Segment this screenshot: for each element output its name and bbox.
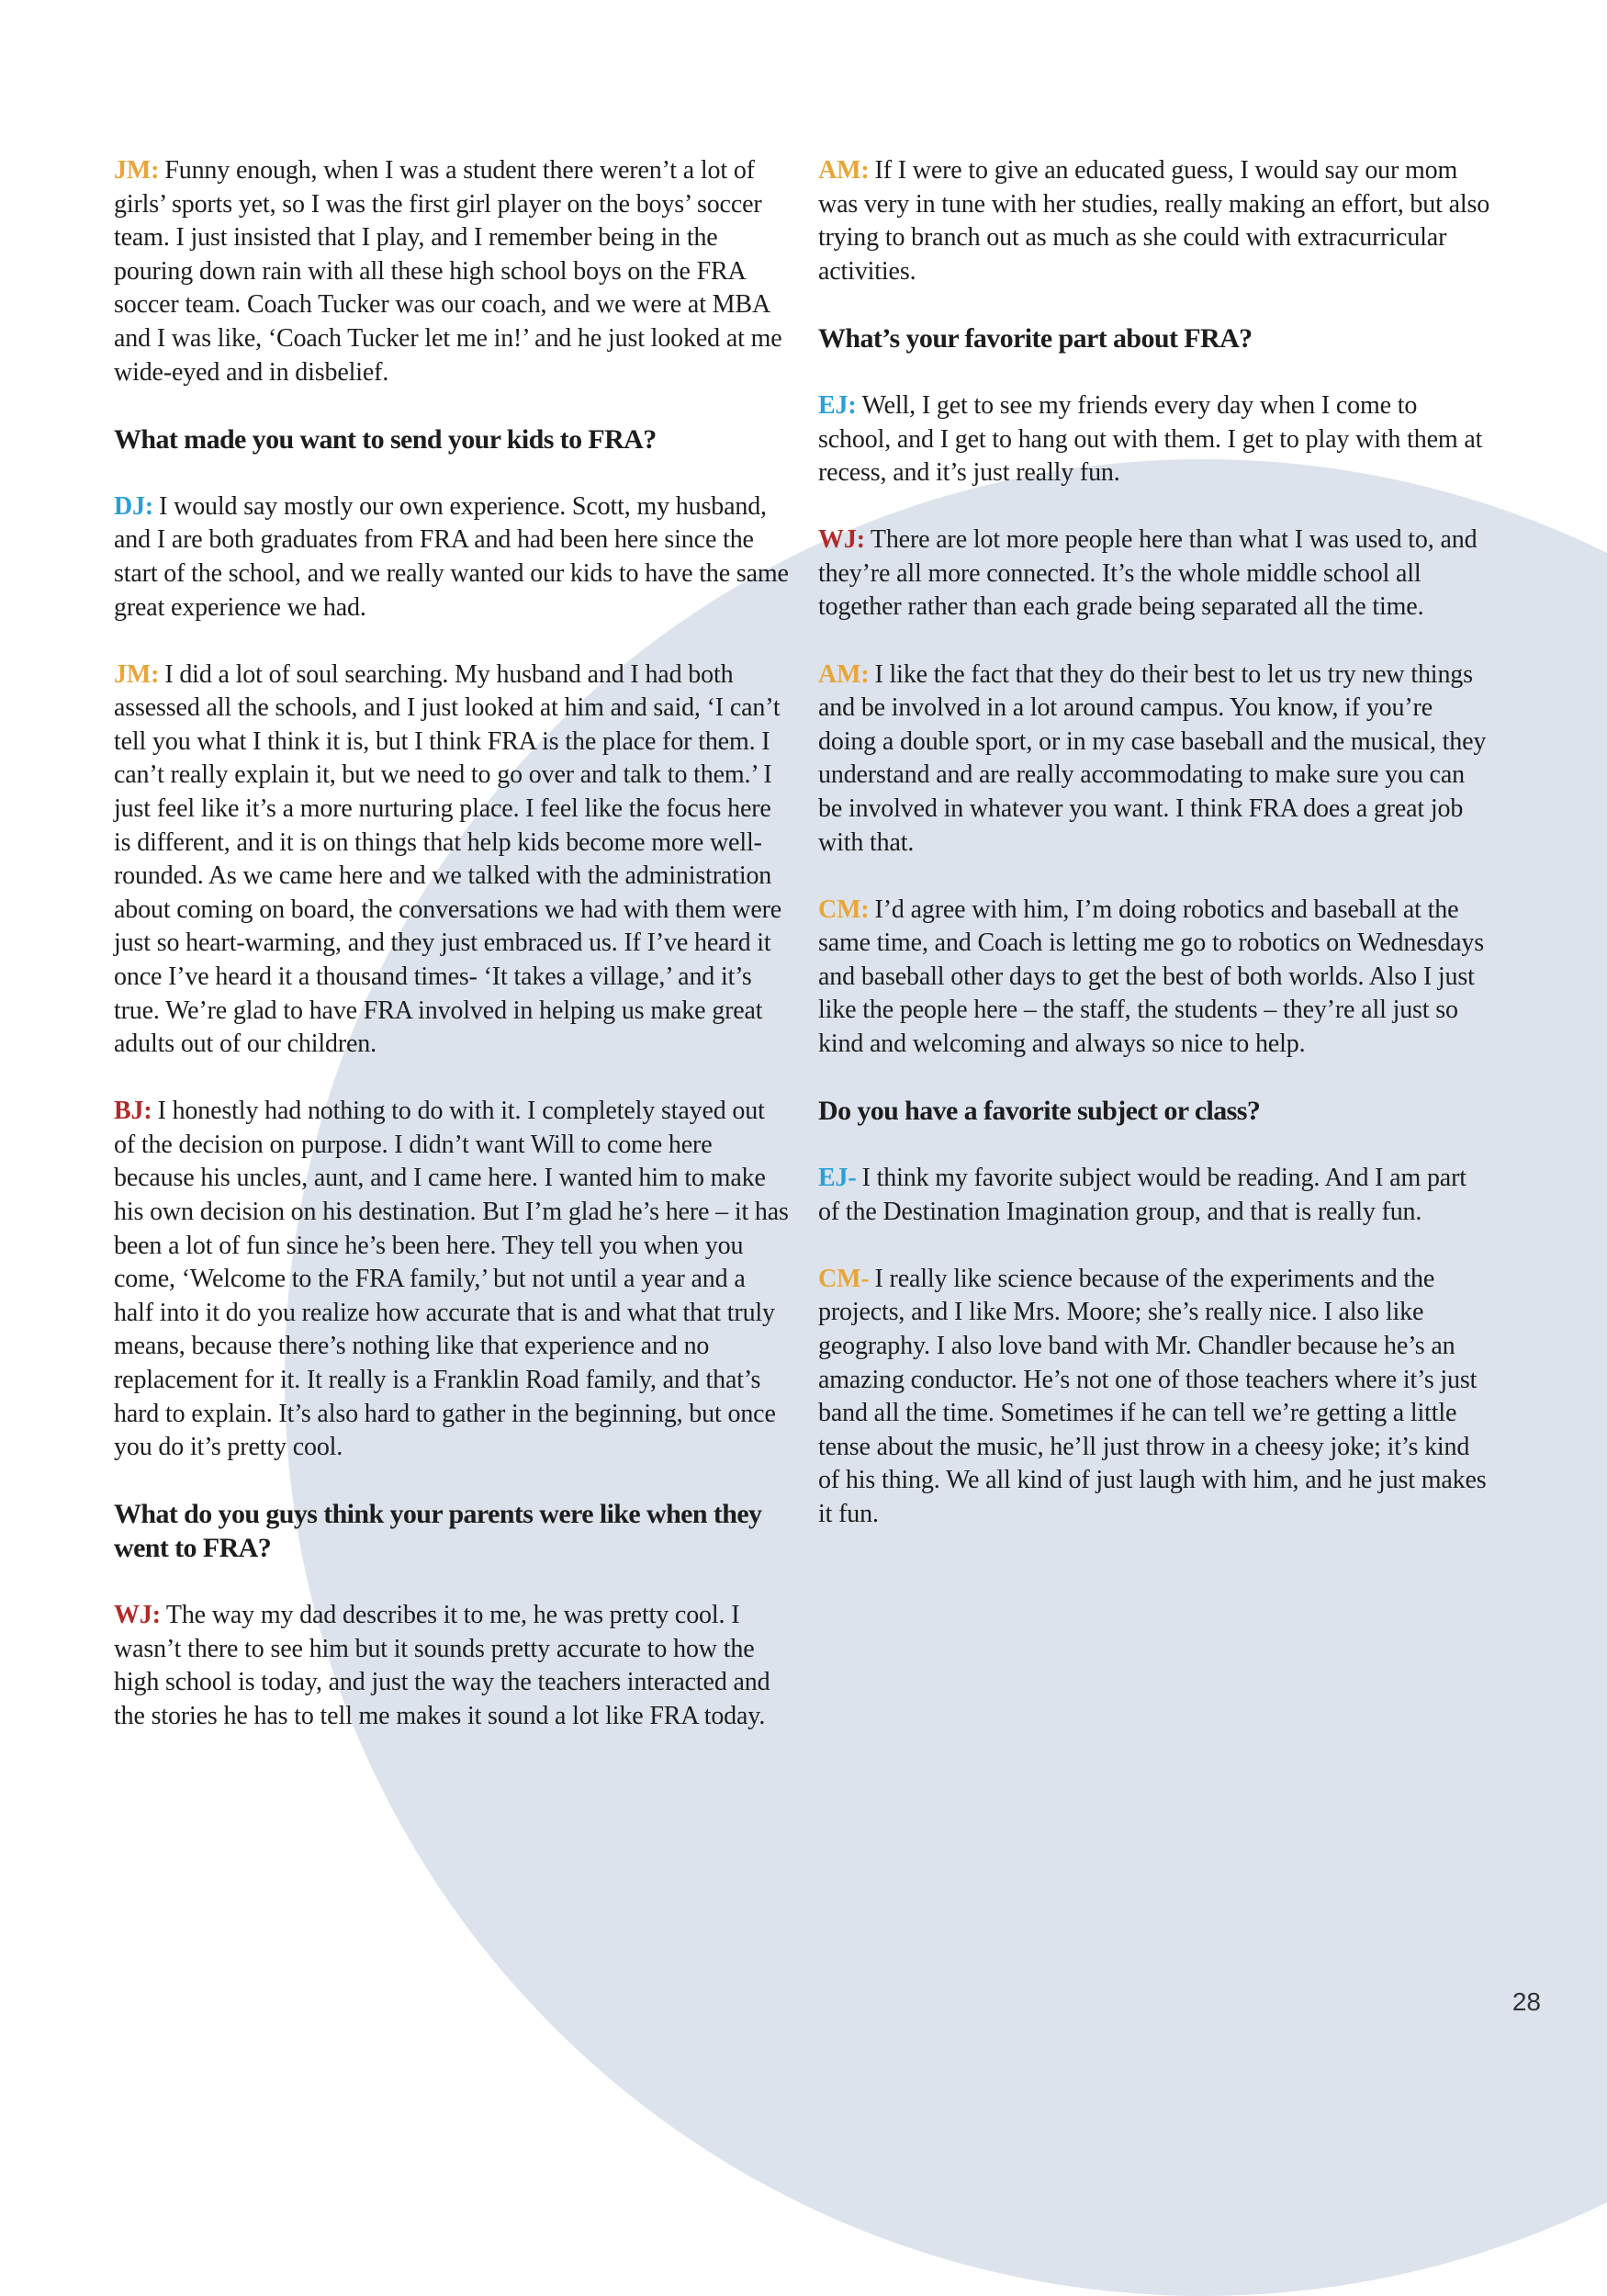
speaker-initials: AM: (818, 156, 870, 185)
answer-paragraph (818, 389, 1493, 490)
answer-paragraph (818, 894, 1493, 1062)
page-number: 28 (1511, 1987, 1541, 2016)
answer-paragraph (114, 658, 789, 1062)
speaker-initials: CM- (818, 1264, 870, 1293)
speaker-initials: JM: (114, 156, 160, 185)
question-heading: What do you guys think your parents were like when they went to FRA? (114, 1499, 762, 1563)
speaker-initials: WJ: (818, 525, 865, 555)
question-heading: What made you want to send your kids to FRA? (114, 423, 657, 455)
answer-text: Funny enough, when I was a student there weren’t a lot of girls’ sports yet, so I was the first girl player on the boys’ soccer team. I just insisted that I play, and I remember being in the pouring down rain with all these high school boys on the FRA soccer team. Coach Tucker was our coach, and we were at MBA and I was like, ‘Coach Tucker let me in!’ and he just looked at me wide-eyed and in disbelief. (114, 156, 782, 387)
speaker-initials: AM: (818, 659, 870, 689)
answer-text: Well, I get to see my friends every day when I come to school, and I get to hang out with them. I get to play with them at recess, and it’s just really fun. (818, 390, 1483, 488)
question-heading: Do you have a favorite subject or class? (818, 1096, 1261, 1127)
answer-text: I really like science because of the experiments and the projects, and I like Mrs. Moore; she’s really nice. I also like geography. I also love band with Mr. Chandler because he’s an amazing conductor. He’s not one of those teachers where it’s just band all the time. Sometimes if he can tell we’re getting a little tense about the music, he’ll just throw in a cheesy joke; it’s kind of his thing. We all kind of just laugh with him, and he just makes it fun. (818, 1264, 1487, 1528)
answer-text: There are lot more people here than what I was used to, and they’re all more connected. It’s the whole middle school all together rather than each grade being separated all the time. (818, 525, 1478, 622)
left-column (114, 154, 789, 1767)
answer-text: The way my dad describes it to me, he was pretty cool. I wasn’t there to see him but it sounds pretty accurate to how the high school is today, and just the way the teachers interacted and the stories he has to tell me makes it sound a lot like FRA today. (114, 1600, 770, 1730)
answer-text: I would say mostly our own experience. Scott, my husband, and I are both graduates from FRA and had been here since the start of the school, and we really wanted our kids to have the same great experience we had. (114, 491, 789, 622)
answer-text: I’d agree with him, I’m doing robotics and baseball at the same time, and Coach is letting me go to robotics on Wednesdays and baseball other days to get the best of both worlds. Also I just like the people here – the staff, the students – they’re all just so kind and welcoming and always so nice to help. (818, 895, 1484, 1058)
answer-text: I honestly had nothing to do with it. I completely stayed out of the decision on purpose. I didn’t want Will to come here because his uncles, aunt, and I came here. I wanted him to make his own decision on his destination. But I’m glad he’s here – it has been a lot of fun since he’s been here. They tell you when you come, ‘Welcome to the FRA family,’ but not until a year and a half into it do you realize how accurate that is and what that truly means, because there’s nothing like that experience and no replacement for it. It really is a Franklin Road family, and that’s hard to explain. It’s also hard to gather in the beginning, but once you do it’s pretty cool. (114, 1097, 789, 1462)
answer-paragraph (114, 490, 789, 625)
answer-paragraph (818, 154, 1493, 288)
answer-paragraph (114, 1599, 789, 1733)
speaker-initials: BJ: (114, 1097, 152, 1126)
answer-paragraph (114, 154, 789, 389)
speaker-initials: EJ- (818, 1164, 857, 1193)
answer-paragraph (818, 523, 1493, 625)
speaker-initials: EJ: (818, 390, 857, 420)
speaker-initials: JM: (114, 659, 160, 689)
question-heading: What’s your favorite part about FRA? (818, 322, 1253, 354)
speaker-initials: WJ: (114, 1600, 161, 1629)
answer-text: I did a lot of soul searching. My husband and I had both assessed all the schools, and I just looked at him and said, ‘I can’t tell you what I think it is, but I think FRA is the place for them. I can’t really explain it, but we need to go over and talk to them.’ I just feel like it’s a more nurturing place. I feel like the focus here is different, and it is on things that help kids become more well-rounded. As we came here and we talked with the administration about coming on board, the conversations we had with them were just so heart-warming, and they just embraced us. If I’ve heard it once I’ve heard it a thousand times- ‘It takes a village,’ and it’s true. We’re glad to have FRA involved in helping us make great adults out of our children. (114, 659, 782, 1059)
answer-paragraph (818, 658, 1493, 861)
answer-paragraph (818, 1162, 1493, 1229)
answer-paragraph (818, 1263, 1493, 1532)
answer-text: If I were to give an educated guess, I would say our mom was very in tune with her studies, really making an effort, but also trying to branch out as much as she could with extracurricular activities. (818, 156, 1490, 286)
answer-paragraph (114, 1095, 789, 1465)
answer-text: I think my favorite subject would be reading. And I am part of the Destination Imagination group, and that is really fun. (818, 1164, 1467, 1226)
speaker-initials: CM: (818, 895, 870, 924)
speaker-initials: DJ: (114, 491, 154, 521)
answer-text: I like the fact that they do their best to let us try new things and be involved in a lot around campus. You know, if you’re doing a double sport, or in my case baseball and the musical, they understand and are really accommodating to make sure you can be involved in whatever you want. I think FRA does a great job with that. (818, 659, 1487, 857)
right-column (818, 154, 1493, 1565)
